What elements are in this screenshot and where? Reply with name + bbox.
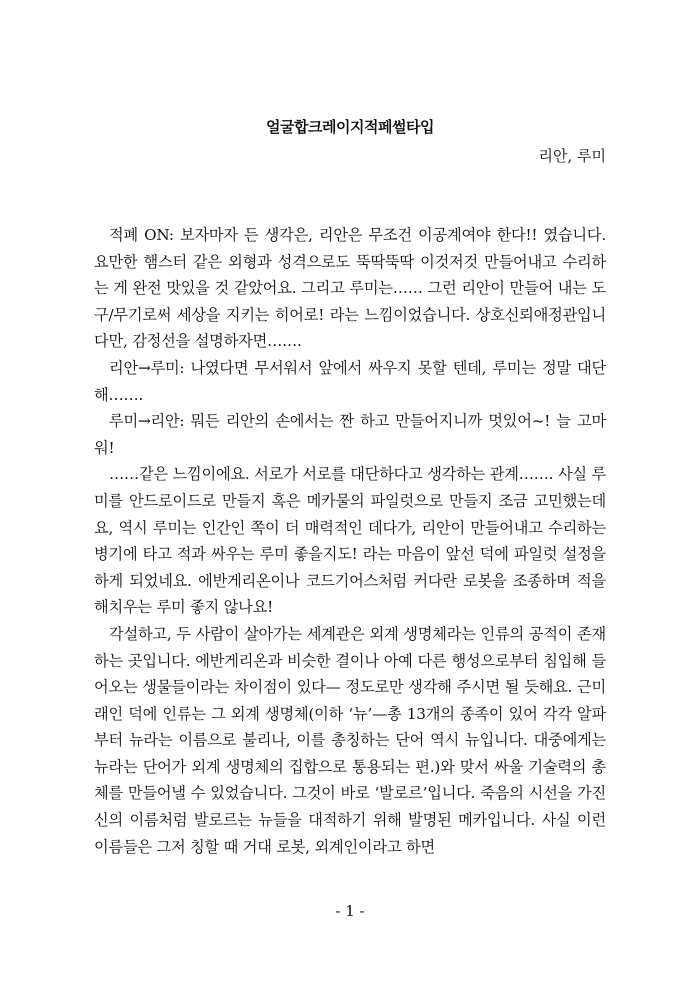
document-author: 리안, 루미: [538, 147, 606, 165]
body-paragraph: 적폐 ON: 보자마자 든 생각은, 리안은 무조건 이공계여야 한다!! 였습니다. 요만한 햄스터 같은 외형과 성격으로도 뚝딱뚝딱 이것저것 만들어내고 수리하는 게 완전 맛있을 것 같았어요. 그리고 루미는…… 그런 리안이 만들어 내는 도구/무기로써 세상을 지키는 히어로! 라는 느낌이었습니다. 상호신뢰애정관입니다만, 감정선을 설명하자면…….: [94, 226, 606, 351]
body-paragraph: ……같은 느낌이에요. 서로가 서로를 대단하다고 생각하는 관계……. 사실 루미를 안드로이드로 만들지 혹은 메카물의 파일럿으로 만들지 조금 고민했는데요, 역시 루미는 인간인 쪽이 더 매력적인 데다가, 리안이 만들어내고 수리하는 병기에 타고 적과 싸우는 루미 좋을지도! 라는 마음이 앞선 덕에 파일럿 설정을 하게 되었네요. 에반게리온이나 코드기어스처럼 커다란 로봇을 조종하며 적을 해치우는 루미 좋지 않나요!: [94, 465, 606, 617]
document-title: 얼굴합크레이지적페썰타입: [266, 118, 434, 136]
document-body: [94, 222, 606, 860]
body-paragraph: 각설하고, 두 사람이 살아가는 세계관은 외계 생명체라는 인류의 공적이 존재하는 곳입니다. 에반게리온과 비슷한 결이나 아예 다른 행성으로부터 침입해 들어오는 생물들이라는 차이점이 있다— 정도로만 생각해 주시면 될 듯해요. 근미래인 덕에 인류는 그 외계 생명체(이하 ‘뉴’—총 13개의 종족이 있어 각각 알파부터 뉴라는 이름으로 불리나, 이를 총칭하는 단어 역시 뉴입니다. 대중에게는 뉴라는 단어가 외계 생명체의 집합으로 통용되는 편.)와 맞서 싸울 기술력의 총체를 만들어낼 수 있었습니다. 그것이 바로 ‘발로르’입니다. 죽음의 시선을 가진 신의 이름처럼 발로르는 뉴들을 대적하기 위해 발명된 메카입니다. 사실 이런 이름들은 그저 칭할 때 거대 로봇, 외계인이라고 하면: [94, 624, 606, 856]
body-paragraph: 리안→루미: 나였다면 무서워서 앞에서 싸우지 못할 텐데, 루미는 정말 대단해…….: [94, 358, 606, 404]
body-paragraph: 루미→리안: 뭐든 리안의 손에서는 짠 하고 만들어지니까 멋있어~! 늘 고마워!: [94, 412, 606, 457]
page-number: - 1 -: [335, 902, 365, 920]
